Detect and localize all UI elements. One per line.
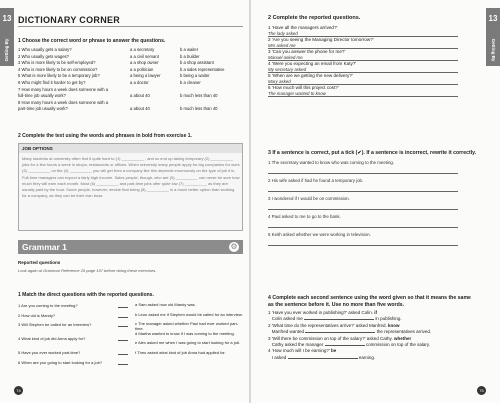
- list-item: [18, 360, 128, 374]
- left-page: [0, 0, 249, 403]
- option-a[interactable]: a about 40: [130, 93, 150, 99]
- option-b: [180, 87, 224, 94]
- list-item: f Theo asked what kind of job Anna had applied for.: [135, 349, 226, 355]
- option-a: [130, 100, 161, 107]
- unit-label: Getting By: [490, 38, 496, 62]
- answer-line[interactable]: Mrs asked me: [268, 43, 458, 49]
- dictionary-corner-header: [18, 15, 243, 27]
- list-item: [18, 336, 128, 350]
- option-a[interactable]: a being a lawyer: [130, 73, 161, 79]
- list-item: 3 Who is more likely to be self-employed?: [18, 60, 96, 66]
- direct-question: 3 Will Stephen be called for an interview?: [18, 322, 92, 327]
- direct-questions-list: [18, 303, 128, 374]
- list-item: 7 How many hours a week does someone with a: [18, 86, 109, 92]
- grammar-exercise-1-heading: 1 Match the direct questions with the reported questions.: [18, 292, 154, 298]
- list-item: d Martha wanted to know if I was coming to the meeting.: [135, 330, 235, 336]
- direct-question: 6 When are you going to start looking for a job?: [18, 359, 103, 365]
- reported-questions-heading: Reported questions: [18, 260, 61, 265]
- list-item: Cathy asked the manager commission on top of the salary.: [271, 342, 431, 348]
- exercise-1-heading: 1 Choose the correct word or phrase to answer the questions.: [18, 38, 166, 44]
- correction-exercise: [268, 160, 458, 250]
- answer-blank[interactable]: [325, 342, 365, 346]
- option-b[interactable]: b much less than 40: [180, 106, 218, 112]
- list-item: b Leon asked me if Stephen would be called for an interview.: [135, 311, 243, 317]
- direct-question: 4 What kind of job did Anna apply for?: [18, 336, 86, 341]
- key-word: be: [331, 348, 337, 354]
- dictionary-options-a: [130, 47, 161, 113]
- list-item: c The manager asked whether Paul had ever worked part-time.: [135, 321, 239, 331]
- key-word: know: [388, 322, 400, 328]
- option-b[interactable]: b a shop assistant: [180, 60, 214, 66]
- grammar-reference-note: Look again at Grammar Reference 25 page 197 before doing these exercises.: [18, 268, 157, 273]
- reported-answers-list: [135, 303, 243, 360]
- list-item: 4 'How much will I be earning?' be: [268, 348, 337, 354]
- option-b[interactable]: b much less than 40: [180, 93, 218, 99]
- unit-number: 13: [2, 14, 12, 23]
- answer-line[interactable]: Mary asked: [268, 79, 458, 85]
- list-item: 2 His wife asked if had he found a temporary job.: [268, 178, 458, 192]
- list-item: 2 'What time do the representatives arrive?' asked Manfred. know: [268, 322, 400, 328]
- list-item: 1 Who usually gets a salary?: [18, 47, 72, 52]
- option-b: [180, 100, 224, 107]
- answer-line[interactable]: [268, 202, 458, 210]
- option-a[interactable]: a a shop owner: [130, 60, 159, 66]
- answer-line[interactable]: [268, 184, 458, 192]
- page-number: 75: [477, 386, 486, 395]
- option-a[interactable]: a a civil servant: [130, 53, 159, 59]
- list-item: 2 'Are you seeing the Managing Director tomorrow?' Mrs asked me: [268, 37, 458, 49]
- list-item: 6 Who might find it harder to get by?: [18, 79, 86, 85]
- list-item: Manfred wanted the representatives arrived.: [271, 329, 432, 335]
- list-item: [18, 322, 128, 336]
- answer-blank[interactable]: [118, 322, 128, 327]
- list-item: part-time job usually work?: [18, 106, 68, 112]
- answer-blank[interactable]: [118, 313, 128, 318]
- option-a[interactable]: a a secretary: [130, 47, 155, 52]
- list-item: 3 'Will there be commission on top of the salary?' asked Cathy. whether: [268, 335, 412, 341]
- answer-blank[interactable]: [305, 329, 375, 333]
- direct-question: 1 Are you coming to the meeting?: [18, 303, 78, 308]
- option-a[interactable]: a about 40: [130, 106, 150, 112]
- unit-label: Getting By: [4, 38, 10, 62]
- option-b[interactable]: b a waiter: [180, 47, 199, 52]
- exercise-3-heading: 3 If a sentence is correct, put a tick (✔). If a sentence is incorrect, rewrite it correctly.: [268, 150, 477, 156]
- dictionary-questions: [18, 47, 126, 113]
- answer-line[interactable]: Manuel asked me: [268, 55, 458, 61]
- list-item: 1 'Have you ever worked in publishing?' asked Colin. if: [268, 310, 378, 315]
- unit-tab-left: [0, 8, 14, 66]
- dictionary-options-b: [180, 47, 224, 113]
- list-item: 5 Keith asked whether we were working in television.: [268, 232, 458, 246]
- list-item: [18, 350, 128, 360]
- dictionary-corner-title: DICTIONARY CORNER: [18, 15, 121, 25]
- list-item: e Alex asked me when I was going to start looking for a job.: [135, 340, 241, 346]
- unit-tab-right: [486, 8, 500, 66]
- option-b[interactable]: b a builder: [180, 53, 200, 59]
- list-item: 3 'Can you answer the phone for me?' Manuel asked me: [268, 49, 458, 61]
- answer-line[interactable]: [268, 238, 458, 246]
- list-item: 3 I wondered if I would be on commission.: [268, 196, 458, 210]
- list-item: 1 'Have all the managers arrived?' The lady asked: [268, 25, 458, 37]
- answer-blank[interactable]: [118, 350, 128, 355]
- list-item: 8 How many hours a week does someone with a: [18, 99, 109, 105]
- key-word: if: [374, 310, 378, 315]
- option-b[interactable]: b being a waiter: [180, 73, 210, 79]
- list-item: a Sam asked how old Mandy was.: [135, 302, 196, 307]
- list-item: 4 Paul asked to me to go to the bank.: [268, 214, 458, 228]
- list-item: [18, 313, 128, 323]
- answer-blank[interactable]: [118, 360, 128, 365]
- answer-blank[interactable]: [118, 303, 128, 308]
- job-options-title: JOB OPTIONS: [19, 144, 242, 153]
- option-a[interactable]: a a doctor: [130, 79, 149, 85]
- list-item: [18, 303, 128, 313]
- option-b[interactable]: b a cleaner: [180, 79, 201, 85]
- option-b[interactable]: b a sales representative: [180, 66, 225, 72]
- job-options-box: [18, 143, 243, 231]
- answer-line[interactable]: My secretary asked: [268, 67, 458, 73]
- list-item: Colin asked me in publishing.: [271, 316, 402, 322]
- list-item: 4 'Were you expecting an email from Katy?' My secretary asked: [268, 61, 458, 73]
- grammar-title: Grammar 1: [22, 242, 67, 252]
- exercise-4-heading: 4 Complete each second sentence using the word given so that it means the same as the sentence before it. Use no more than five words.: [268, 295, 471, 308]
- page-number: 74: [14, 386, 23, 395]
- option-a[interactable]: a a politician: [130, 66, 154, 72]
- answer-line[interactable]: [268, 166, 458, 174]
- unit-number: 13: [488, 14, 498, 23]
- job-options-text: Many students at university often find it quite hard to (1) __________ , and so end up taking temporary (2) __________ jobs for a few hours a week in shops, restaurants or offices. When university many people apply for big companies for work (3) __________ on the (4) __________ you will get from a company like this depends enormously on the type of job it is. Full-time managers can expect a fairly high income. Sales people, though, who are (5) __________ can never be sure how much they will earn each month. Most (6) __________ and part-time jobs offer quite low (7) __________ as they are usually paid by the hour. Some people, however, decide that being (8) __________ is a much better option than working for a company, as they can be their own boss.: [22, 156, 240, 199]
- answer-blank[interactable]: [288, 355, 358, 359]
- list-item: 5 What is more likely to be a temporary job?: [18, 73, 100, 79]
- exercise-2-heading-right: 2 Complete the reported questions.: [268, 15, 361, 21]
- list-item: 2 Who usually gets wages?: [18, 53, 69, 59]
- direct-question: 2 How old is Mandy?: [18, 312, 56, 318]
- answer-line[interactable]: The lady asked: [268, 31, 458, 37]
- reported-questions-exercise: [268, 25, 458, 97]
- direct-question: 5 Have you ever worked part-time?: [18, 350, 81, 355]
- list-item: 4 Who is more likely to be on commission?: [18, 66, 98, 72]
- exercise-2-heading: 2 Complete the text using the words and phrases in bold from exercise 1.: [18, 133, 192, 139]
- gear-icon: ⚙: [230, 242, 238, 251]
- list-item: I asked earning.: [271, 354, 376, 360]
- key-word-exercise: [268, 310, 473, 361]
- grammar-banner: [18, 240, 243, 254]
- list-item: 1 The secretary wanted to know who was coming to the meeting.: [268, 160, 458, 174]
- answer-line[interactable]: [268, 220, 458, 228]
- answer-line[interactable]: The manager wanted to know: [268, 91, 458, 97]
- list-item: full-time job usually work?: [18, 93, 66, 99]
- key-word: whether: [393, 335, 412, 341]
- answer-blank[interactable]: [118, 336, 128, 341]
- list-item: 5 'When are we getting the new delivery?' Mary asked: [268, 73, 458, 85]
- list-item: 6 'How much will this project cost?' The manager wanted to know: [268, 85, 458, 97]
- option-a: [130, 87, 161, 94]
- answer-blank[interactable]: [304, 316, 374, 320]
